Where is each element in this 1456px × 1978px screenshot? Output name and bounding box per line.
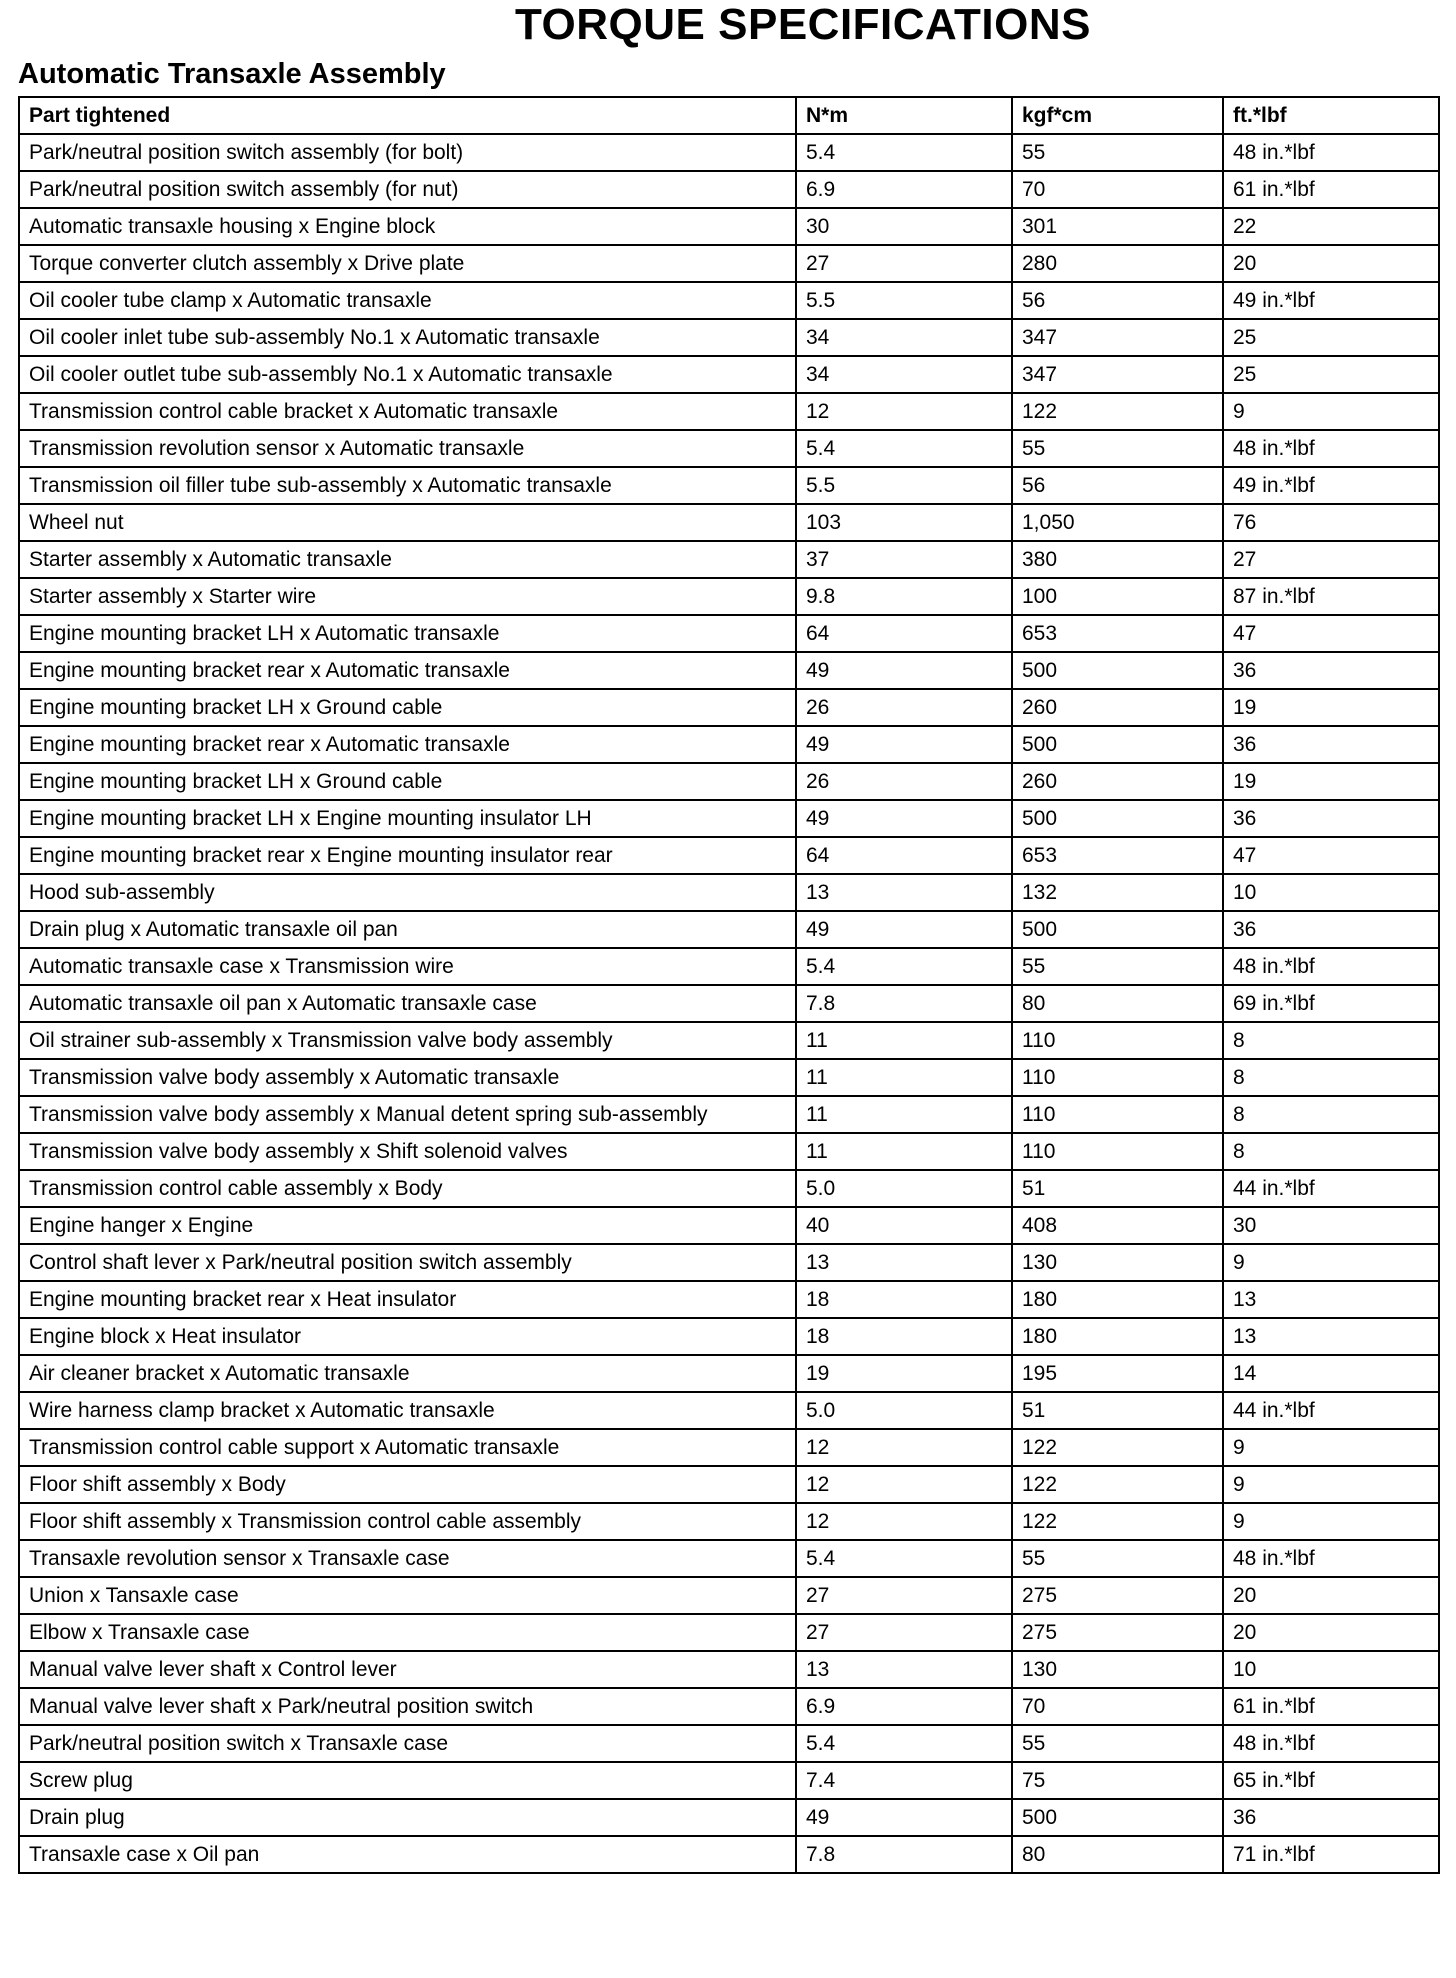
table-row bbox=[19, 356, 1439, 393]
cell-ftlbf: 47 bbox=[1223, 615, 1439, 652]
cell-nm: 11 bbox=[796, 1059, 1012, 1096]
cell-nm: 5.4 bbox=[796, 948, 1012, 985]
cell-ftlbf: 87 in.*lbf bbox=[1223, 578, 1439, 615]
cell-ftlbf: 19 bbox=[1223, 763, 1439, 800]
cell-part: Oil cooler tube clamp x Automatic transaxle bbox=[19, 282, 796, 319]
cell-part: Hood sub-assembly bbox=[19, 874, 796, 911]
table-row bbox=[19, 245, 1439, 282]
cell-part: Engine mounting bracket rear x Heat insulator bbox=[19, 1281, 796, 1318]
cell-kgfcm: 260 bbox=[1012, 763, 1223, 800]
cell-kgfcm: 347 bbox=[1012, 356, 1223, 393]
cell-kgfcm: 122 bbox=[1012, 393, 1223, 430]
cell-ftlbf: 19 bbox=[1223, 689, 1439, 726]
table-row bbox=[19, 467, 1439, 504]
cell-part: Control shaft lever x Park/neutral position switch assembly bbox=[19, 1244, 796, 1281]
cell-ftlbf: 49 in.*lbf bbox=[1223, 282, 1439, 319]
cell-nm: 27 bbox=[796, 1577, 1012, 1614]
cell-kgfcm: 500 bbox=[1012, 911, 1223, 948]
cell-nm: 26 bbox=[796, 763, 1012, 800]
cell-ftlbf: 44 in.*lbf bbox=[1223, 1170, 1439, 1207]
cell-kgfcm: 55 bbox=[1012, 948, 1223, 985]
torque-spec-table bbox=[18, 96, 1440, 1874]
cell-part: Transmission oil filler tube sub-assembly x Automatic transaxle bbox=[19, 467, 796, 504]
cell-kgfcm: 280 bbox=[1012, 245, 1223, 282]
cell-nm: 30 bbox=[796, 208, 1012, 245]
cell-part: Transaxle case x Oil pan bbox=[19, 1836, 796, 1873]
table-row bbox=[19, 208, 1439, 245]
table-row bbox=[19, 578, 1439, 615]
cell-nm: 13 bbox=[796, 1244, 1012, 1281]
cell-kgfcm: 55 bbox=[1012, 1540, 1223, 1577]
cell-nm: 12 bbox=[796, 1466, 1012, 1503]
cell-kgfcm: 130 bbox=[1012, 1244, 1223, 1281]
table-row bbox=[19, 1281, 1439, 1318]
table-row bbox=[19, 1355, 1439, 1392]
cell-part: Transmission control cable bracket x Automatic transaxle bbox=[19, 393, 796, 430]
cell-kgfcm: 75 bbox=[1012, 1762, 1223, 1799]
cell-kgfcm: 132 bbox=[1012, 874, 1223, 911]
cell-ftlbf: 9 bbox=[1223, 1244, 1439, 1281]
cell-kgfcm: 110 bbox=[1012, 1096, 1223, 1133]
cell-ftlbf: 20 bbox=[1223, 1577, 1439, 1614]
cell-kgfcm: 653 bbox=[1012, 837, 1223, 874]
cell-kgfcm: 408 bbox=[1012, 1207, 1223, 1244]
cell-part: Transmission revolution sensor x Automatic transaxle bbox=[19, 430, 796, 467]
cell-kgfcm: 51 bbox=[1012, 1170, 1223, 1207]
cell-kgfcm: 122 bbox=[1012, 1429, 1223, 1466]
cell-kgfcm: 301 bbox=[1012, 208, 1223, 245]
cell-part: Park/neutral position switch x Transaxle case bbox=[19, 1725, 796, 1762]
cell-nm: 18 bbox=[796, 1318, 1012, 1355]
cell-nm: 5.5 bbox=[796, 282, 1012, 319]
cell-nm: 49 bbox=[796, 652, 1012, 689]
header-kgfcm: kgf*cm bbox=[1012, 97, 1223, 134]
table-row bbox=[19, 1318, 1439, 1355]
table-row bbox=[19, 171, 1439, 208]
cell-kgfcm: 275 bbox=[1012, 1577, 1223, 1614]
table-row bbox=[19, 726, 1439, 763]
cell-ftlbf: 48 in.*lbf bbox=[1223, 948, 1439, 985]
cell-ftlbf: 76 bbox=[1223, 504, 1439, 541]
cell-ftlbf: 27 bbox=[1223, 541, 1439, 578]
cell-part: Park/neutral position switch assembly (for bolt) bbox=[19, 134, 796, 171]
cell-part: Screw plug bbox=[19, 1762, 796, 1799]
cell-ftlbf: 47 bbox=[1223, 837, 1439, 874]
cell-ftlbf: 36 bbox=[1223, 1799, 1439, 1836]
header-part-tightened: Part tightened bbox=[19, 97, 796, 134]
cell-part: Oil strainer sub-assembly x Transmission valve body assembly bbox=[19, 1022, 796, 1059]
cell-part: Air cleaner bracket x Automatic transaxle bbox=[19, 1355, 796, 1392]
cell-ftlbf: 69 in.*lbf bbox=[1223, 985, 1439, 1022]
table-row bbox=[19, 393, 1439, 430]
cell-ftlbf: 8 bbox=[1223, 1133, 1439, 1170]
header-ftlbf: ft.*lbf bbox=[1223, 97, 1439, 134]
cell-part: Engine mounting bracket LH x Ground cable bbox=[19, 689, 796, 726]
cell-ftlbf: 25 bbox=[1223, 319, 1439, 356]
cell-kgfcm: 260 bbox=[1012, 689, 1223, 726]
table-header-row bbox=[19, 97, 1439, 134]
cell-kgfcm: 380 bbox=[1012, 541, 1223, 578]
cell-kgfcm: 500 bbox=[1012, 726, 1223, 763]
cell-part: Union x Tansaxle case bbox=[19, 1577, 796, 1614]
cell-nm: 7.8 bbox=[796, 1836, 1012, 1873]
table-row bbox=[19, 1022, 1439, 1059]
cell-ftlbf: 20 bbox=[1223, 245, 1439, 282]
page-title: TORQUE SPECIFICATIONS bbox=[514, 0, 1092, 49]
cell-ftlbf: 13 bbox=[1223, 1281, 1439, 1318]
cell-nm: 7.8 bbox=[796, 985, 1012, 1022]
table-row bbox=[19, 1836, 1439, 1873]
cell-nm: 5.0 bbox=[796, 1392, 1012, 1429]
cell-ftlbf: 9 bbox=[1223, 1429, 1439, 1466]
cell-nm: 19 bbox=[796, 1355, 1012, 1392]
cell-nm: 5.0 bbox=[796, 1170, 1012, 1207]
cell-part: Engine mounting bracket rear x Automatic transaxle bbox=[19, 726, 796, 763]
cell-kgfcm: 70 bbox=[1012, 1688, 1223, 1725]
cell-part: Engine hanger x Engine bbox=[19, 1207, 796, 1244]
table-row bbox=[19, 763, 1439, 800]
cell-kgfcm: 500 bbox=[1012, 800, 1223, 837]
cell-ftlbf: 14 bbox=[1223, 1355, 1439, 1392]
table-row bbox=[19, 1725, 1439, 1762]
cell-nm: 40 bbox=[796, 1207, 1012, 1244]
cell-part: Elbow x Transaxle case bbox=[19, 1614, 796, 1651]
cell-nm: 9.8 bbox=[796, 578, 1012, 615]
cell-part: Automatic transaxle oil pan x Automatic transaxle case bbox=[19, 985, 796, 1022]
cell-ftlbf: 30 bbox=[1223, 1207, 1439, 1244]
cell-kgfcm: 122 bbox=[1012, 1503, 1223, 1540]
cell-part: Engine block x Heat insulator bbox=[19, 1318, 796, 1355]
table-row bbox=[19, 541, 1439, 578]
cell-nm: 5.4 bbox=[796, 430, 1012, 467]
cell-ftlbf: 9 bbox=[1223, 1466, 1439, 1503]
cell-part: Transmission valve body assembly x Manual detent spring sub-assembly bbox=[19, 1096, 796, 1133]
cell-part: Torque converter clutch assembly x Drive plate bbox=[19, 245, 796, 282]
cell-ftlbf: 61 in.*lbf bbox=[1223, 171, 1439, 208]
cell-part: Engine mounting bracket LH x Ground cable bbox=[19, 763, 796, 800]
cell-nm: 13 bbox=[796, 874, 1012, 911]
cell-nm: 12 bbox=[796, 1503, 1012, 1540]
table-row bbox=[19, 689, 1439, 726]
table-row bbox=[19, 948, 1439, 985]
table-row bbox=[19, 1059, 1439, 1096]
table-row bbox=[19, 985, 1439, 1022]
cell-ftlbf: 48 in.*lbf bbox=[1223, 1725, 1439, 1762]
cell-ftlbf: 71 in.*lbf bbox=[1223, 1836, 1439, 1873]
cell-ftlbf: 44 in.*lbf bbox=[1223, 1392, 1439, 1429]
cell-kgfcm: 70 bbox=[1012, 171, 1223, 208]
cell-nm: 27 bbox=[796, 1614, 1012, 1651]
header-nm: N*m bbox=[796, 97, 1012, 134]
table-row bbox=[19, 1614, 1439, 1651]
cell-nm: 37 bbox=[796, 541, 1012, 578]
cell-nm: 103 bbox=[796, 504, 1012, 541]
table-row bbox=[19, 1133, 1439, 1170]
cell-kgfcm: 500 bbox=[1012, 652, 1223, 689]
cell-kgfcm: 56 bbox=[1012, 282, 1223, 319]
cell-nm: 6.9 bbox=[796, 1688, 1012, 1725]
cell-ftlbf: 48 in.*lbf bbox=[1223, 1540, 1439, 1577]
cell-nm: 11 bbox=[796, 1133, 1012, 1170]
table-row bbox=[19, 1651, 1439, 1688]
table-row bbox=[19, 911, 1439, 948]
cell-part: Engine mounting bracket rear x Engine mounting insulator rear bbox=[19, 837, 796, 874]
cell-nm: 5.4 bbox=[796, 1540, 1012, 1577]
cell-nm: 27 bbox=[796, 245, 1012, 282]
cell-part: Oil cooler inlet tube sub-assembly No.1 x Automatic transaxle bbox=[19, 319, 796, 356]
table-row bbox=[19, 1244, 1439, 1281]
cell-ftlbf: 36 bbox=[1223, 652, 1439, 689]
cell-nm: 49 bbox=[796, 726, 1012, 763]
cell-ftlbf: 9 bbox=[1223, 393, 1439, 430]
cell-ftlbf: 36 bbox=[1223, 726, 1439, 763]
cell-ftlbf: 36 bbox=[1223, 800, 1439, 837]
cell-nm: 34 bbox=[796, 319, 1012, 356]
cell-kgfcm: 180 bbox=[1012, 1318, 1223, 1355]
cell-part: Wire harness clamp bracket x Automatic transaxle bbox=[19, 1392, 796, 1429]
table-row bbox=[19, 1207, 1439, 1244]
cell-kgfcm: 110 bbox=[1012, 1059, 1223, 1096]
table-row bbox=[19, 1577, 1439, 1614]
table-row bbox=[19, 430, 1439, 467]
table-row bbox=[19, 319, 1439, 356]
cell-part: Manual valve lever shaft x Control lever bbox=[19, 1651, 796, 1688]
table-row bbox=[19, 1392, 1439, 1429]
cell-part: Floor shift assembly x Transmission control cable assembly bbox=[19, 1503, 796, 1540]
table-row bbox=[19, 800, 1439, 837]
cell-ftlbf: 8 bbox=[1223, 1022, 1439, 1059]
cell-part: Engine mounting bracket rear x Automatic transaxle bbox=[19, 652, 796, 689]
cell-part: Automatic transaxle housing x Engine block bbox=[19, 208, 796, 245]
cell-nm: 34 bbox=[796, 356, 1012, 393]
table-row bbox=[19, 1762, 1439, 1799]
table-row bbox=[19, 1799, 1439, 1836]
cell-nm: 64 bbox=[796, 615, 1012, 652]
cell-part: Manual valve lever shaft x Park/neutral position switch bbox=[19, 1688, 796, 1725]
cell-part: Transmission valve body assembly x Shift solenoid valves bbox=[19, 1133, 796, 1170]
table-row bbox=[19, 1429, 1439, 1466]
cell-kgfcm: 130 bbox=[1012, 1651, 1223, 1688]
cell-ftlbf: 49 in.*lbf bbox=[1223, 467, 1439, 504]
table-row bbox=[19, 1170, 1439, 1207]
table-body bbox=[19, 134, 1439, 1873]
cell-ftlbf: 13 bbox=[1223, 1318, 1439, 1355]
cell-ftlbf: 36 bbox=[1223, 911, 1439, 948]
cell-kgfcm: 110 bbox=[1012, 1022, 1223, 1059]
cell-nm: 11 bbox=[796, 1022, 1012, 1059]
cell-ftlbf: 48 in.*lbf bbox=[1223, 430, 1439, 467]
cell-nm: 64 bbox=[796, 837, 1012, 874]
table-row bbox=[19, 282, 1439, 319]
table-row bbox=[19, 874, 1439, 911]
cell-nm: 12 bbox=[796, 393, 1012, 430]
cell-nm: 12 bbox=[796, 1429, 1012, 1466]
table-row bbox=[19, 615, 1439, 652]
cell-nm: 11 bbox=[796, 1096, 1012, 1133]
cell-part: Floor shift assembly x Body bbox=[19, 1466, 796, 1503]
cell-ftlbf: 20 bbox=[1223, 1614, 1439, 1651]
table-row bbox=[19, 652, 1439, 689]
cell-ftlbf: 48 in.*lbf bbox=[1223, 134, 1439, 171]
cell-part: Starter assembly x Automatic transaxle bbox=[19, 541, 796, 578]
cell-ftlbf: 8 bbox=[1223, 1059, 1439, 1096]
cell-nm: 6.9 bbox=[796, 171, 1012, 208]
table-row bbox=[19, 504, 1439, 541]
cell-part: Transmission control cable support x Automatic transaxle bbox=[19, 1429, 796, 1466]
cell-ftlbf: 9 bbox=[1223, 1503, 1439, 1540]
cell-part: Drain plug x Automatic transaxle oil pan bbox=[19, 911, 796, 948]
table-row bbox=[19, 1688, 1439, 1725]
cell-nm: 5.4 bbox=[796, 134, 1012, 171]
cell-kgfcm: 51 bbox=[1012, 1392, 1223, 1429]
table-row bbox=[19, 1540, 1439, 1577]
cell-nm: 13 bbox=[796, 1651, 1012, 1688]
cell-kgfcm: 80 bbox=[1012, 985, 1223, 1022]
cell-kgfcm: 56 bbox=[1012, 467, 1223, 504]
cell-part: Engine mounting bracket LH x Engine mounting insulator LH bbox=[19, 800, 796, 837]
cell-part: Starter assembly x Starter wire bbox=[19, 578, 796, 615]
cell-part: Transaxle revolution sensor x Transaxle case bbox=[19, 1540, 796, 1577]
cell-kgfcm: 110 bbox=[1012, 1133, 1223, 1170]
cell-kgfcm: 55 bbox=[1012, 430, 1223, 467]
cell-ftlbf: 10 bbox=[1223, 1651, 1439, 1688]
cell-ftlbf: 8 bbox=[1223, 1096, 1439, 1133]
cell-nm: 49 bbox=[796, 800, 1012, 837]
cell-nm: 49 bbox=[796, 1799, 1012, 1836]
cell-nm: 49 bbox=[796, 911, 1012, 948]
cell-kgfcm: 195 bbox=[1012, 1355, 1223, 1392]
cell-part: Wheel nut bbox=[19, 504, 796, 541]
cell-part: Transmission valve body assembly x Automatic transaxle bbox=[19, 1059, 796, 1096]
cell-kgfcm: 1,050 bbox=[1012, 504, 1223, 541]
cell-ftlbf: 10 bbox=[1223, 874, 1439, 911]
table-row bbox=[19, 134, 1439, 171]
table-row bbox=[19, 1096, 1439, 1133]
cell-nm: 5.4 bbox=[796, 1725, 1012, 1762]
cell-part: Automatic transaxle case x Transmission wire bbox=[19, 948, 796, 985]
cell-ftlbf: 61 in.*lbf bbox=[1223, 1688, 1439, 1725]
cell-kgfcm: 55 bbox=[1012, 134, 1223, 171]
cell-part: Park/neutral position switch assembly (for nut) bbox=[19, 171, 796, 208]
cell-kgfcm: 55 bbox=[1012, 1725, 1223, 1762]
cell-part: Oil cooler outlet tube sub-assembly No.1 x Automatic transaxle bbox=[19, 356, 796, 393]
table-row bbox=[19, 1466, 1439, 1503]
cell-part: Transmission control cable assembly x Body bbox=[19, 1170, 796, 1207]
cell-part: Engine mounting bracket LH x Automatic transaxle bbox=[19, 615, 796, 652]
cell-ftlbf: 22 bbox=[1223, 208, 1439, 245]
cell-kgfcm: 275 bbox=[1012, 1614, 1223, 1651]
cell-nm: 26 bbox=[796, 689, 1012, 726]
cell-kgfcm: 122 bbox=[1012, 1466, 1223, 1503]
cell-nm: 7.4 bbox=[796, 1762, 1012, 1799]
cell-kgfcm: 180 bbox=[1012, 1281, 1223, 1318]
table-row bbox=[19, 837, 1439, 874]
cell-kgfcm: 653 bbox=[1012, 615, 1223, 652]
cell-nm: 18 bbox=[796, 1281, 1012, 1318]
cell-nm: 5.5 bbox=[796, 467, 1012, 504]
cell-ftlbf: 25 bbox=[1223, 356, 1439, 393]
cell-kgfcm: 100 bbox=[1012, 578, 1223, 615]
cell-kgfcm: 80 bbox=[1012, 1836, 1223, 1873]
cell-kgfcm: 500 bbox=[1012, 1799, 1223, 1836]
section-title: Automatic Transaxle Assembly bbox=[18, 58, 446, 90]
cell-ftlbf: 65 in.*lbf bbox=[1223, 1762, 1439, 1799]
cell-part: Drain plug bbox=[19, 1799, 796, 1836]
cell-kgfcm: 347 bbox=[1012, 319, 1223, 356]
table-row bbox=[19, 1503, 1439, 1540]
